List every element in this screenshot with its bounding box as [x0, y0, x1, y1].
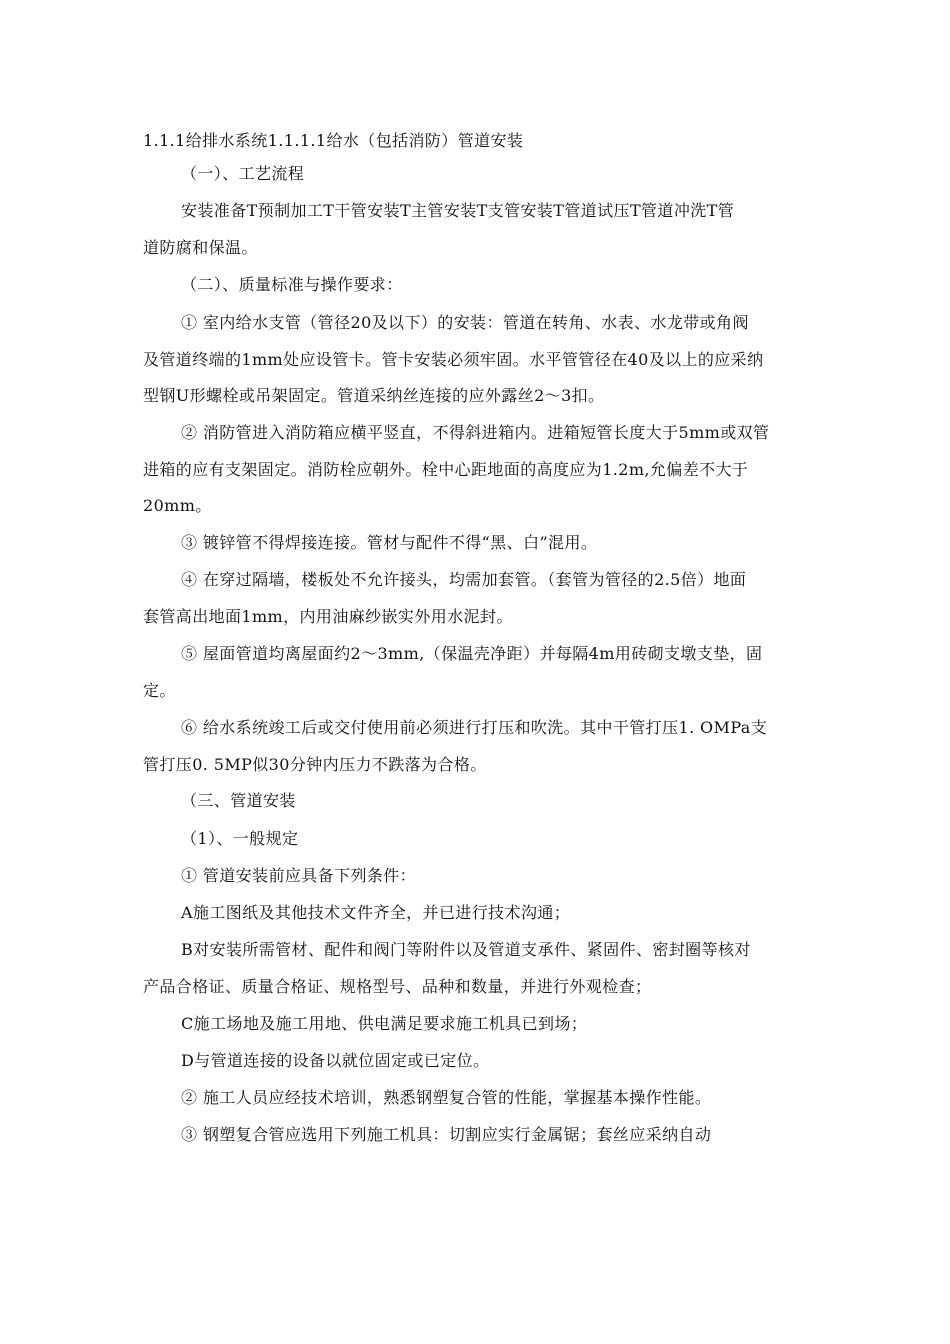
list-item-line: ② 消防管进入消防箱应横平竖直，不得斜进箱内。进箱短管长度大于5mm或双管: [181, 423, 770, 442]
list-item-line: ② 施工人员应经技术培训，熟悉钢塑复合管的性能，掌握基本操作性能。: [181, 1088, 712, 1107]
paragraph-line: 道防腐和保温。: [143, 238, 258, 257]
list-item-line: 20mm。: [143, 496, 212, 515]
list-item-line: C施工场地及施工用地、供电满足要求施工机具已到场；: [181, 1014, 588, 1033]
list-item-line: A施工图纸及其他技术文件齐全，并已进行技术沟通；: [181, 903, 571, 922]
list-item-line: 产品合格证、质量合格证、规格型号、品种和数量，并进行外观检查；: [143, 977, 652, 996]
subsection-title-process: （一）、工艺流程: [181, 164, 305, 183]
subsection-title-pipe-install: （三、管道安装: [181, 791, 296, 810]
section-heading: 1.1.1给排水系统1.1.1.1给水（包括消防）管道安装: [143, 131, 524, 150]
list-item-line: 套管高出地面1mm，内用油麻纱嵌实外用水泥封。: [143, 607, 513, 626]
list-item-line: ⑤ 屋面管道均离屋面约2〜3mm,（保温壳净距）并每隔4m用砖砌支墩支垫，固: [181, 644, 763, 663]
list-item-line: 型钢U形螺栓或吊架固定。管道采纳丝连接的应外露丝2〜3扣。: [143, 386, 605, 405]
list-item-line: 及管道终端的1mm处应设管卡。管卡安装必须牢固。水平管管径在40及以上的应采纳: [143, 350, 764, 369]
subsection-title-general: （1）、一般规定: [181, 829, 299, 848]
list-item-line: ① 室内给水支管（管径20及以下）的安装：管道在转角、水表、水龙带或角阀: [181, 313, 749, 332]
list-item-line: 进箱的应有支架固定。消防栓应朝外。栓中心距地面的高度应为1.2m,允偏差不大于: [143, 460, 749, 479]
list-item-line: 定。: [143, 681, 176, 700]
list-item-line: B对安装所需管材、配件和阀门等附件以及管道支承件、紧固件、密封圈等核对: [181, 940, 751, 959]
list-item-line: ③ 钢塑复合管应选用下列施工机具：切割应实行金属锯；套丝应采纳自动: [181, 1125, 712, 1144]
list-item-line: ⑥ 给水系统竣工后或交付使用前必须进行打压和吹洗。其中干管打压1. OMPa支: [181, 718, 768, 737]
paragraph-line: 安装准备T预制加工T干管安装T主管安装T支管安装T管道试压T管道冲洗T管: [181, 201, 735, 220]
list-item-line: ① 管道安装前应具备下列条件：: [181, 866, 417, 885]
list-item-line: ③ 镀锌管不得焊接连接。管材与配件不得“黑、白”混用。: [181, 533, 598, 552]
subsection-title-quality: （二）、质量标准与操作要求：: [181, 275, 403, 294]
list-item-line: ④ 在穿过隔墙，楼板处不允许接头，均需加套管。（套管为管径的2.5倍）地面: [181, 570, 747, 589]
list-item-line: 管打压0. 5MP似30分钟内压力不跌落为合格。: [143, 755, 487, 774]
list-item-line: D与管道连接的设备以就位固定或已定位。: [181, 1051, 490, 1070]
